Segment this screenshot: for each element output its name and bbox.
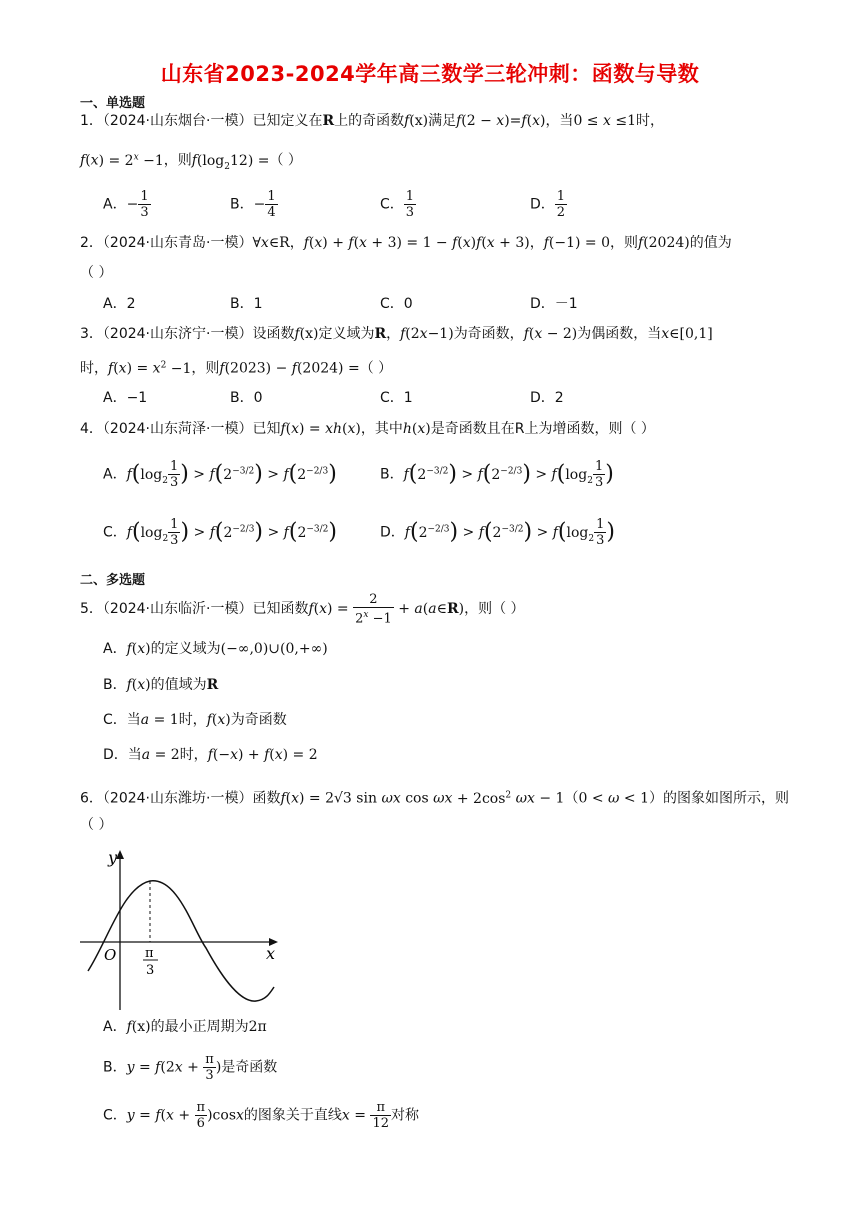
- q1-option-b[interactable]: B．− $\frac{1}{4}$: [230, 189, 276, 220]
- option-label: A．: [103, 1019, 127, 1035]
- q3-option-c[interactable]: C．1: [380, 390, 413, 406]
- q2-option-a[interactable]: A．2: [103, 296, 136, 312]
- option-text: 对称: [391, 1107, 420, 1124]
- option-label: D．: [103, 747, 128, 763]
- question-2-stem-line2: [80, 262, 112, 284]
- stem-text: 的图象如图所示，则: [662, 790, 789, 807]
- question-1-stem-line2: $f(x) = 2^x -1$，则$f(\log_212)$ =（ ）: [80, 152, 302, 172]
- answer-paren: （ ）: [80, 265, 113, 281]
- question-source: （2024·山东菏泽·一模）: [102, 421, 253, 437]
- stem-text: 函数: [252, 790, 281, 807]
- option-text: 时，: [179, 747, 208, 763]
- function-graph: [78, 845, 283, 1015]
- question-source: （2024·山东青岛·一模）: [102, 235, 253, 251]
- section-multiple-choice: 二、多选题: [80, 573, 146, 588]
- question-6-stem-line1: 6．（2024·山东潍坊·一模）函数f(x) = 2√3 sin ωx $\cos \omega x + 2\cos^2$ ωx − 1（0 < ω < 1）的图象如图所示，则: [80, 790, 789, 807]
- question-source: （2024·山东济宁·一模）: [102, 326, 253, 342]
- question-3-stem-line1: 3．（2024·山东济宁·一模）设函数f(x)定义域为R，f(2x−1)为奇函数，f(x − 2)为偶函数，当x∈[0,1]: [80, 326, 713, 342]
- option-label: B．: [380, 466, 404, 483]
- question-2-stem-line1: 2．（2024·山东青岛·一模）∀x∈R，f(x) + f(x + 3) = 1 − f(x)f(x + 3)，f(−1) = 0，则f(2024)的值为: [80, 235, 732, 251]
- stem-text: 已知函数: [252, 601, 309, 618]
- question-5-stem: 5．（2024·山东临沂·一模）已知函数f(x) = $\frac{2}{2^x -1}$ + a(a∈R)，则（ ）: [80, 592, 525, 627]
- option-label: D．: [530, 196, 555, 213]
- x-axis-label: x: [266, 944, 276, 963]
- stem-text: ，其中: [360, 421, 403, 437]
- section-single-choice: 一、单选题: [80, 96, 146, 111]
- stem-text: 已知: [252, 421, 281, 437]
- q4-option-a[interactable]: A．$f(\log_2$ $\frac{1}{3}$ ) > $f(2^{-3/2}) > f(2^{-2/3})$: [103, 459, 337, 490]
- answer-paren: （ ）: [359, 360, 393, 377]
- option-text: 的定义域为: [150, 641, 221, 657]
- question-number: 2．: [80, 235, 103, 251]
- option-label: C．: [380, 196, 404, 213]
- q2-option-c[interactable]: C．0: [380, 296, 413, 312]
- real-set-symbol: R: [322, 113, 335, 129]
- stem-text: 时，: [80, 360, 108, 377]
- option-text: 的值域为: [150, 677, 207, 693]
- question-source: （2024·山东临沂·一模）: [102, 601, 253, 618]
- option-text: 当: [127, 747, 142, 763]
- answer-paren: （ ）: [80, 817, 113, 833]
- q6-option-a[interactable]: A．f(x)的最小正周期为2π: [103, 1019, 267, 1035]
- q5-option-d[interactable]: D．当a = 2时，f(−x) + f(x) = 2: [103, 747, 318, 763]
- stem-text: 设函数: [252, 326, 295, 342]
- question-source: （2024·山东烟台·一模）: [102, 113, 253, 129]
- answer-paren: （ ）: [269, 152, 302, 169]
- q1-option-a[interactable]: A．− $\frac{1}{3}$: [103, 189, 149, 220]
- origin-label: O: [104, 946, 117, 964]
- stem-text: 为奇函数，: [453, 326, 524, 342]
- question-number: 3．: [80, 326, 103, 342]
- stem-text: ，当: [545, 113, 574, 129]
- q4-option-d[interactable]: D．$f(2^{-2/3}) > f(2^{-3/2}) > f(\log_2$ $\frac{1}{3}$ ): [380, 517, 615, 548]
- stem-text: 已知定义在: [252, 113, 323, 129]
- question-4-stem: 4．（2024·山东菏泽·一模）已知f(x) = xh(x)，其中h(x)是奇函数且在R上为增函数，则（ ）: [80, 421, 655, 437]
- pi-label: π: [145, 946, 154, 961]
- stem-text: 定义域为: [318, 326, 375, 342]
- stem-text: 时，: [635, 113, 664, 129]
- option-text: 是奇函数: [221, 1059, 278, 1076]
- y-axis-label: y: [108, 848, 118, 867]
- q3-option-a[interactable]: A．−1: [103, 390, 148, 406]
- option-label: B．: [230, 196, 254, 213]
- option-label: A．: [103, 641, 127, 657]
- option-label: A．: [103, 466, 127, 483]
- stem-text: ，则: [610, 235, 638, 251]
- q1-option-c[interactable]: C． $\frac{1}{3}$: [380, 189, 415, 220]
- question-6-stem-line2: [80, 814, 112, 836]
- option-label: C．: [103, 524, 127, 541]
- option-label: A．: [103, 196, 127, 213]
- option-label: B．: [103, 677, 127, 693]
- three-label: 3: [146, 963, 155, 978]
- option-text: 的最小正周期为: [150, 1019, 249, 1035]
- q3-option-b[interactable]: B．0: [230, 390, 263, 406]
- q2-option-b[interactable]: B．1: [230, 296, 263, 312]
- question-number: 4．: [80, 421, 103, 437]
- question-3-stem-line2: 时，$f(x) = x^2 -1$，则f(2023) − f(2024) =（ ）: [80, 360, 393, 377]
- page-title: 山东省2023-2024学年高三数学三轮冲刺：函数与导数: [160, 62, 700, 86]
- q6-option-b[interactable]: B．y = f(2x + $\frac{\pi}{3}$ )是奇函数: [103, 1052, 278, 1083]
- option-label: C．: [103, 1107, 127, 1124]
- stem-text: ，则: [163, 152, 192, 169]
- option-text: 为奇函数: [230, 712, 287, 728]
- q1-option-d[interactable]: D． $\frac{1}{2}$: [530, 189, 566, 220]
- option-label: B．: [103, 1059, 127, 1076]
- q4-option-c[interactable]: C．$f(\log_2$ $\frac{1}{3}$ ) > $f(2^{-2/3}) > f(2^{-3/2})$: [103, 517, 337, 548]
- q2-option-d[interactable]: D．－1: [530, 296, 578, 312]
- option-text: 当: [126, 712, 141, 728]
- stem-text: ，则（ ）: [464, 601, 525, 618]
- q3-option-d[interactable]: D．2: [530, 390, 564, 406]
- option-label: D．: [380, 524, 405, 541]
- q6-option-c[interactable]: C．y = f(x + $\frac{\pi}{6}$ )cosx的图象关于直线x = $\frac{\pi}{12}$ 对称: [103, 1100, 420, 1131]
- stem-text: 上的奇函数: [334, 113, 405, 129]
- q4-option-b[interactable]: B．$f(2^{-3/2}) > f(2^{-2/3}) > f(\log_2$ $\frac{1}{3}$ ): [380, 459, 614, 490]
- option-text: 的图象关于直线: [243, 1107, 342, 1124]
- stem-text: 满足: [428, 113, 457, 129]
- option-text: 时，: [178, 712, 207, 728]
- q5-option-b[interactable]: B．f(x)的值域为R: [103, 677, 219, 693]
- q5-option-a[interactable]: A．f(x)的定义域为(−∞,0)∪(0,+∞): [103, 641, 328, 657]
- question-number: 1．: [80, 113, 103, 129]
- stem-text: 为偶函数，当: [577, 326, 662, 342]
- stem-text: ，则: [191, 360, 220, 377]
- sine-curve: [88, 881, 274, 1001]
- question-source: （2024·山东潍坊·一模）: [102, 790, 253, 807]
- stem-text: 的值为: [689, 235, 732, 251]
- option-label: C．: [103, 712, 127, 728]
- question-number: 5．: [80, 601, 103, 618]
- stem-text: 是奇函数且在R上为增函数，则（ ）: [430, 421, 655, 437]
- y-axis-arrow-icon: [116, 850, 124, 859]
- question-number: 6．: [80, 790, 103, 807]
- question-1-stem-line1: 1．（2024·山东烟台·一模）已知定义在R上的奇函数f(x)满足f(2 − x)=f(x)，当0 ≤ x ≤1时，: [80, 113, 664, 129]
- q5-option-c[interactable]: C．当a = 1时，f(x)为奇函数: [103, 712, 287, 728]
